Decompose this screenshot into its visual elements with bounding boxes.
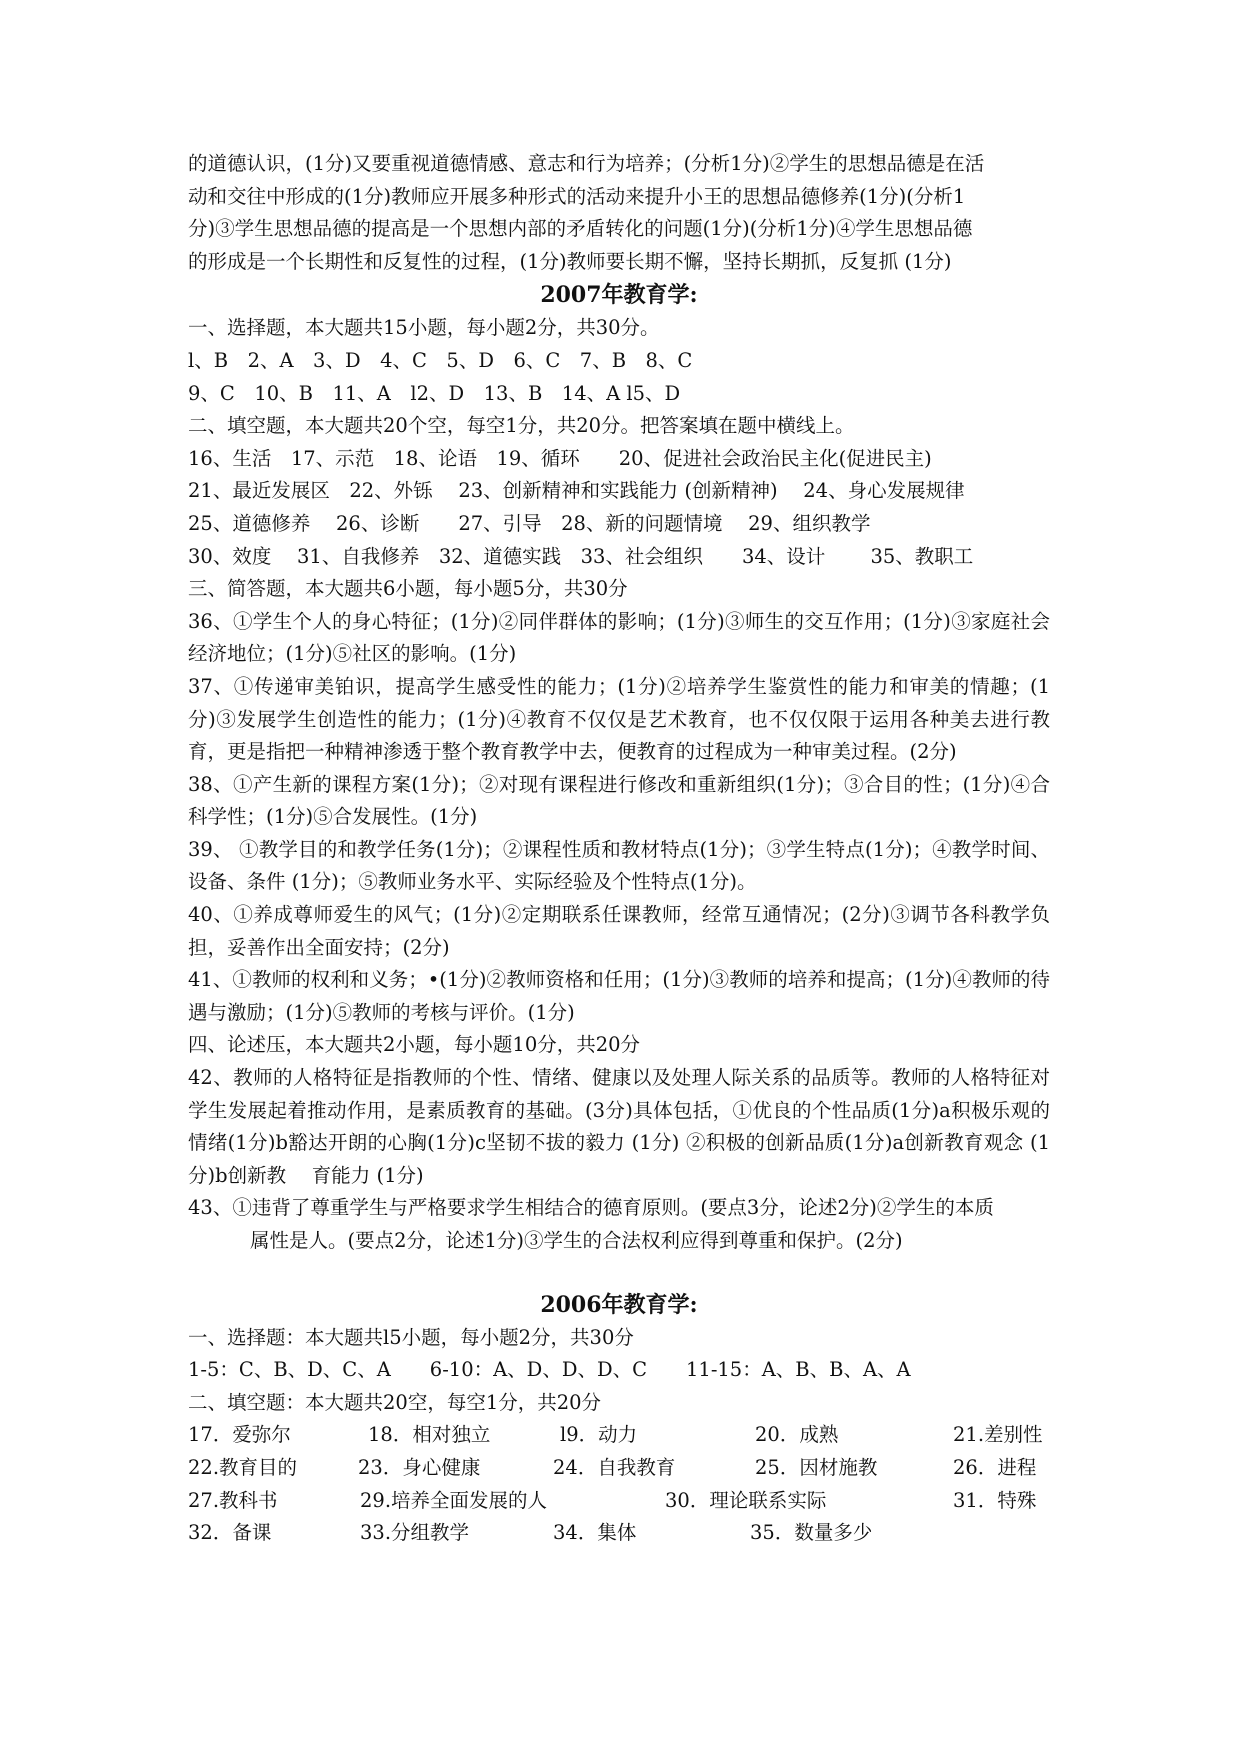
list-item: 24．自我教育 <box>553 1455 676 1479</box>
answer-38: 38、①产生新的课程方案(1分)；②对现有课程进行修改和重新组织(1分)；③合目的性；(1分)④合科学性；(1分)⑤合发展性。(1分) <box>188 772 1050 829</box>
list-item: 31．特殊 <box>953 1488 1037 1512</box>
intro-line-2: 动和交往中形成的(1分)教师应开展多种形式的活动来提升小王的思想品德修养(1分)(分析1 <box>188 184 966 208</box>
answer-36: 36、①学生个人的身心特征；(1分)②同伴群体的影响；(1分)③师生的交互作用；(1分)③家庭社会经济地位；(1分)⑤社区的影响。(1分) <box>188 609 1050 666</box>
list-item: 21.差别性 <box>953 1423 1043 1447</box>
answer-42: 42、教师的人格特征是指教师的个性、情绪、健康以及处理人际关系的品质等。教师的人格特征对学生发展起着推动作用，是素质教育的基础。(3分)具体包括，①优良的个性品质(1分)a积极乐观的情绪(1分)b豁达开朗的心胸(1分)c坚韧不拔的毅力 (1分) ②积极的创新品质(1分)a创新教育观念 (1分)b创新教 育能力 (1分) <box>188 1066 1050 1187</box>
list-item: 35．数量多少 <box>750 1521 873 1545</box>
fill-answers-2007-line-3: 25、道德修养 26、诊断 27、引导 28、新的问题情境 29、组织教学 <box>188 511 871 535</box>
list-item: 25．因材施教 <box>755 1455 878 1479</box>
list-item: 32．备课 <box>188 1521 272 1545</box>
choice-heading-2006: 一、选择题：本大题共l5小题，每小题2分，共30分 <box>188 1325 634 1349</box>
intro-line-3: 分)③学生思想品德的提高是一个思想内部的矛盾转化的问题(1分)(分析1分)④学生思想品德 <box>188 217 973 241</box>
choice-heading-2007: 一、选择题，本大题共15小题，每小题2分，共30分。 <box>188 316 660 340</box>
fill-answers-2007-line-2: 21、最近发展区 22、外铄 23、创新精神和实践能力 (创新精神) 24、身心发展规律 <box>188 479 965 503</box>
answer-41: 41、①教师的权利和义务；•(1分)②教师资格和任用；(1分)③教师的培养和提高；(1分)④教师的待遇与激励；(1分)⑤教师的考核与评价。(1分) <box>188 968 1050 1024</box>
list-item: l9．动力 <box>560 1423 638 1447</box>
fill-heading-2007: 二、填空题，本大题共20个空，每空1分，共20分。把答案填在题中横线上。 <box>188 414 855 438</box>
list-item: 18．相对独立 <box>368 1423 491 1447</box>
document-body <box>188 148 1050 1550</box>
intro-line-1: 的道德认识，(1分)又要重视道德情感、意志和行为培养；(分析1分)②学生的思想品德是在活 <box>188 152 985 175</box>
section-title-2006: 2006年教育学: <box>540 1291 698 1318</box>
answer-40: 40、①养成尊师爱生的风气；(1分)②定期联系任课教师，经常互通情况；(2分)③调节各科教学负担，妥善作出全面安持；(2分) <box>188 903 1050 959</box>
answer-43-line-1: 43、①违背了尊重学生与严格要求学生相结合的德育原则。(要点3分，论述2分)②学生的本质 <box>188 1196 994 1220</box>
list-item: 34．集体 <box>553 1521 637 1545</box>
fill-answers-2007-line-4: 30、效度 31、自我修养 32、道德实践 33、社会组织 34、设计 35、教职工 <box>188 544 974 568</box>
list-item: 33.分组教学 <box>360 1521 470 1545</box>
list-item: 23．身心健康 <box>358 1455 481 1479</box>
essay-heading-2007: 四、论述压，本大题共2小题，每小题10分，共20分 <box>188 1033 641 1057</box>
fill-answers-2007-line-1: 16、生活 17、示范 18、论语 19、循环 20、促进社会政治民主化(促进民主) <box>188 446 932 470</box>
fill-answers-2006-row-3 <box>188 1485 1050 1518</box>
choice-answers-2006: 1-5：C、B、D、C、A 6-10：A、D、D、D、C 11-15：A、B、B、A、A <box>188 1358 911 1382</box>
choice-answers-2007-line-2: 9、C 10、B 11、A l2、D 13、B 14、A l5、D <box>188 381 681 405</box>
fill-answers-2006-row-4 <box>188 1517 1050 1550</box>
list-item: 29.培养全面发展的人 <box>360 1488 548 1512</box>
list-item: 17．爱弥尔 <box>188 1423 291 1447</box>
short-answer-heading-2007: 三、简答题，本大题共6小题，每小题5分，共30分 <box>188 577 628 601</box>
fill-heading-2006: 二、填空题：本大题共20空，每空1分，共20分 <box>188 1390 602 1414</box>
list-item: 20．成熟 <box>755 1423 839 1447</box>
fill-answers-2006-row-1 <box>188 1419 1050 1452</box>
list-item: 26．进程 <box>953 1455 1037 1479</box>
section-title-2007: 2007年教育学: <box>540 282 698 309</box>
answer-43-line-2: 属性是人。(要点2分，论述1分)③学生的合法权利应得到尊重和保护。(2分) <box>250 1229 903 1252</box>
choice-answers-2007-line-1: l、B 2、A 3、D 4、C 5、D 6、C 7、B 8、C <box>188 348 693 372</box>
list-item: 30．理论联系实际 <box>665 1488 827 1512</box>
answer-39: 39、 ①教学目的和教学任务(1分)；②课程性质和教材特点(1分)；③学生特点(1分)；④教学时间、设备、条件 (1分)；⑤教师业务水平、实际经验及个性特点(1分)。 <box>188 837 1050 894</box>
fill-answers-2006-row-2 <box>188 1452 1050 1485</box>
list-item: 22.教育目的 <box>188 1455 298 1479</box>
intro-line-4: 的形成是一个长期性和反复性的过程，(1分)教师要长期不懈，坚持长期抓，反复抓 (1分) <box>188 249 952 273</box>
list-item: 27.教科书 <box>188 1488 278 1512</box>
answer-37: 37、①传递审美铂识，提高学生感受性的能力；(1分)②培养学生鉴赏性的能力和审美的情趣；(1分)③发展学生创造性的能力；(1分)④教育不仅仅是艺术教育，也不仅仅限于运用各种美去进行教育，更是指把一种精神渗透于整个教育教学中去，便教育的过程成为一种审美过程。(2分) <box>188 674 1050 764</box>
